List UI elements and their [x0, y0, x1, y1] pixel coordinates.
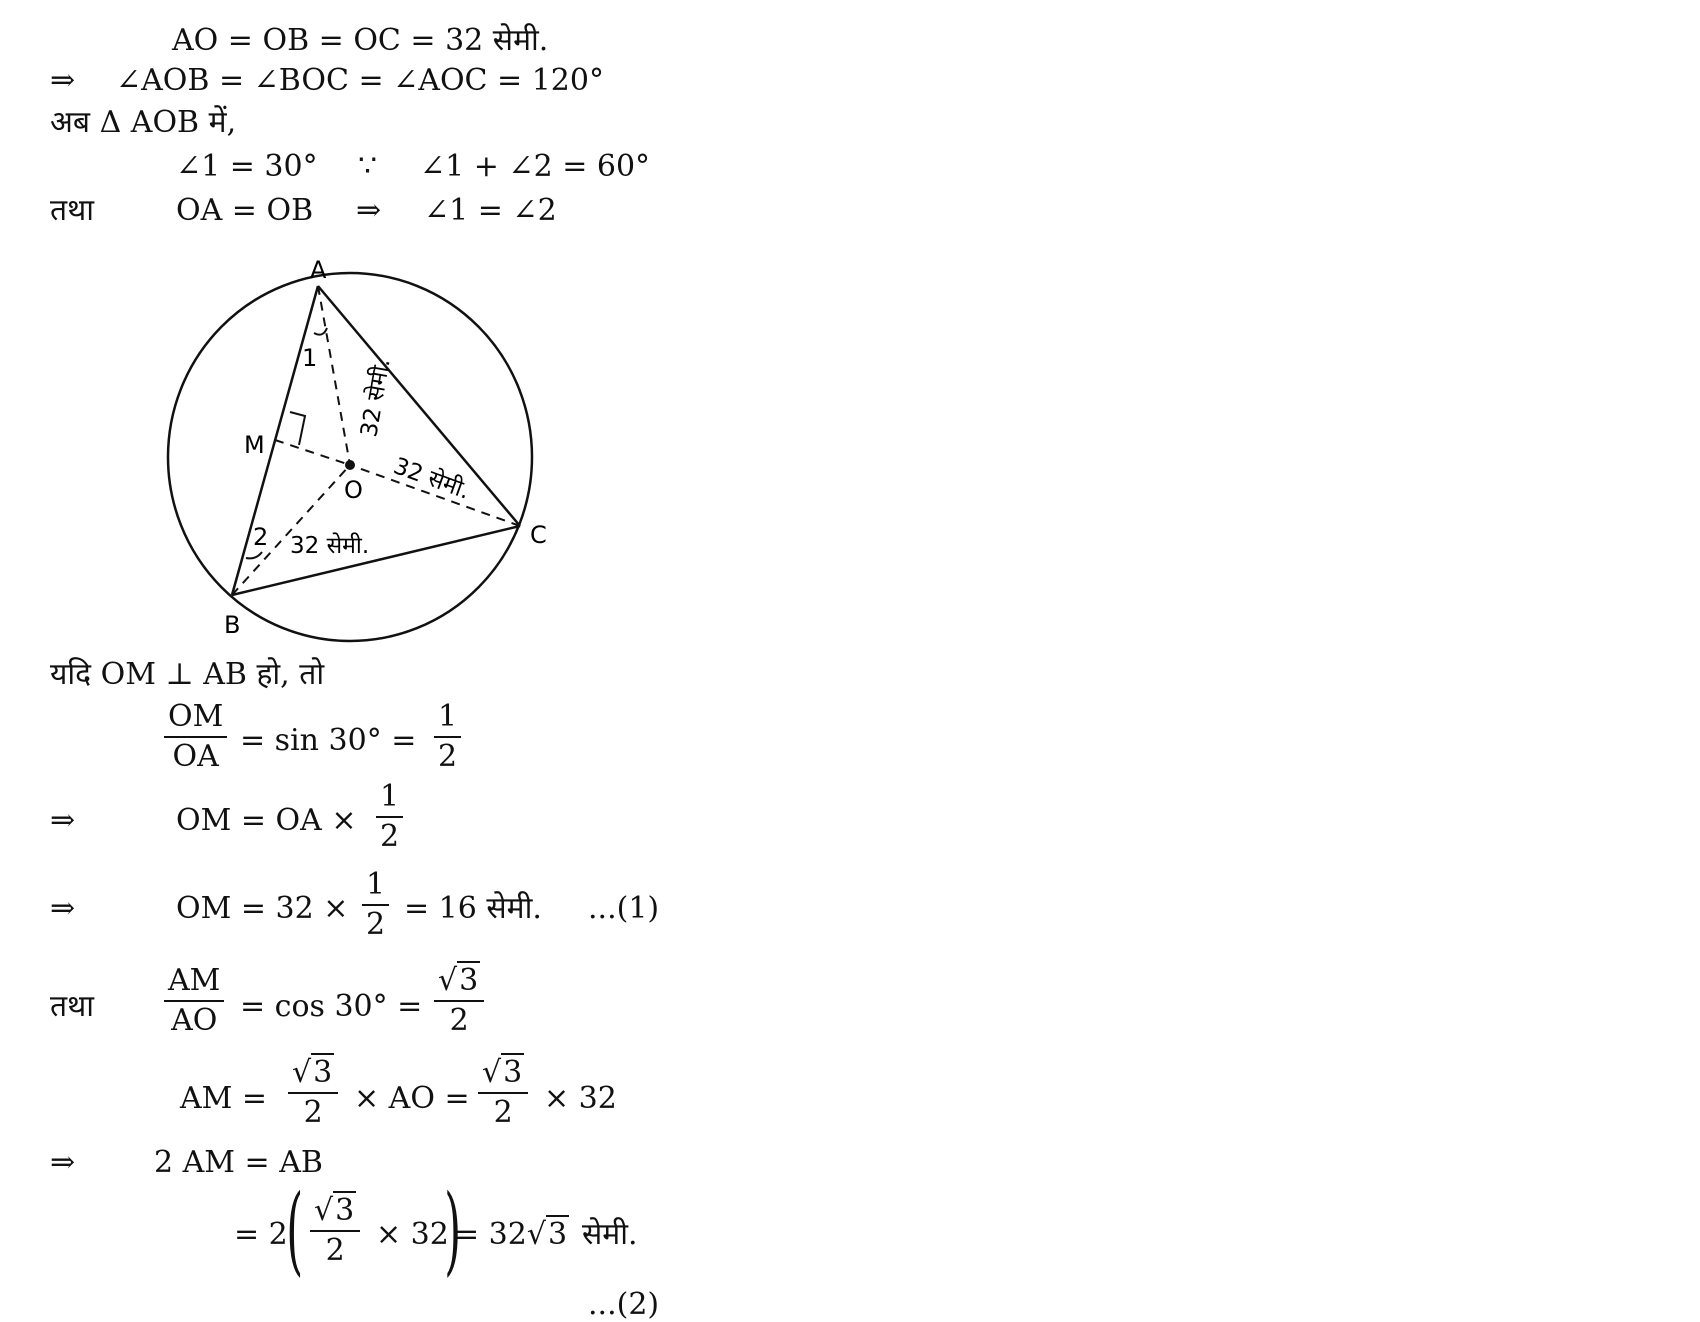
length-label-oa: 32 सेमी.: [356, 356, 396, 440]
text-and: तथा: [50, 193, 95, 228]
implies-arrow: ⇒: [50, 1145, 76, 1180]
equation-tag-2: ...(2): [588, 1287, 660, 1322]
circumcircle: [168, 273, 532, 641]
implies-arrow: ⇒: [50, 891, 76, 926]
segment-oa: [318, 286, 350, 465]
fraction-one-half: $\frac{1}{2}$: [376, 782, 403, 852]
angle-label-1: 1: [302, 344, 318, 372]
label-m: M: [244, 431, 265, 459]
eq-times-32: × 32: [376, 1217, 449, 1252]
fraction-root3-half: $\frac{√3}{2}$: [478, 1058, 528, 1128]
eq-equals-2: = 2: [234, 1217, 288, 1252]
fraction-om-oa: $\frac{OM}{OA}$: [164, 702, 227, 772]
eq-oa-ob: OA = OB: [176, 193, 314, 228]
eq-times-32: × 32: [544, 1081, 617, 1116]
implies-arrow: ⇒: [356, 193, 382, 228]
segment-om: [275, 440, 350, 465]
eq-2am-ab: 2 AM = AB: [154, 1145, 323, 1180]
text-if-om-perp-ab: यदि OM ⊥ AB हो, तो: [50, 657, 325, 692]
fraction-one-half: $\frac{1}{2}$: [434, 702, 461, 772]
label-a: A: [310, 256, 327, 284]
text-and: तथा: [50, 989, 95, 1024]
because-sign: ∵: [358, 149, 378, 184]
equation-tag-1: ...(1): [588, 891, 660, 926]
eq-times-ao: × AO =: [354, 1081, 470, 1116]
fraction-root3-half: $\frac{√3}{2}$: [288, 1058, 338, 1128]
fraction-root3-half: $\frac{√3}{2}$: [310, 1196, 360, 1266]
right-paren: ): [444, 1174, 462, 1286]
implies-arrow: ⇒: [50, 63, 76, 98]
fraction-one-half: $\frac{1}{2}$: [362, 870, 389, 940]
right-angle-mark: [290, 412, 305, 445]
eq-angle-sum: ∠1 + ∠2 = 60°: [420, 149, 651, 184]
eq-radii: AO = OB = OC = 32 सेमी.: [172, 23, 549, 58]
implies-arrow: ⇒: [50, 803, 76, 838]
eq-om-oa-times: OM = OA ×: [176, 803, 357, 838]
center-dot: [345, 460, 355, 470]
eq-sin30: = sin 30° =: [240, 723, 417, 758]
label-b: B: [224, 611, 241, 639]
angle-arc-2: [246, 552, 262, 558]
side-bc: [232, 526, 520, 595]
eq-angle-equal: ∠1 = ∠2: [424, 193, 557, 228]
length-label-ob: 32 सेमी.: [290, 533, 370, 559]
circle-triangle-diagram: [150, 250, 550, 645]
fraction-am-ao: $\frac{AM}{AO}$: [164, 966, 224, 1036]
left-paren: (: [286, 1174, 304, 1286]
eq-om-result: = 16 सेमी.: [404, 891, 542, 926]
eq-ab-result: = 32√3: [454, 1217, 568, 1252]
eq-angle1: ∠1 = 30°: [176, 149, 318, 184]
eq-om-32-times: OM = 32 ×: [176, 891, 349, 926]
length-label-oc: 32 सेमी.: [389, 453, 474, 505]
eq-cos30: = cos 30° =: [240, 989, 423, 1024]
fraction-root3-half: $\frac{√3}{2}$: [434, 966, 484, 1036]
angle-arc-1: [314, 328, 327, 335]
text-in-triangle: अब Δ AOB में,: [50, 105, 237, 140]
unit-cm: सेमी.: [582, 1217, 638, 1252]
label-c: C: [530, 521, 547, 549]
angle-label-2: 2: [253, 523, 269, 551]
label-o: O: [344, 476, 363, 504]
eq-am-label: AM =: [180, 1081, 268, 1116]
eq-central-angles: ∠AOB = ∠BOC = ∠AOC = 120°: [116, 63, 604, 98]
